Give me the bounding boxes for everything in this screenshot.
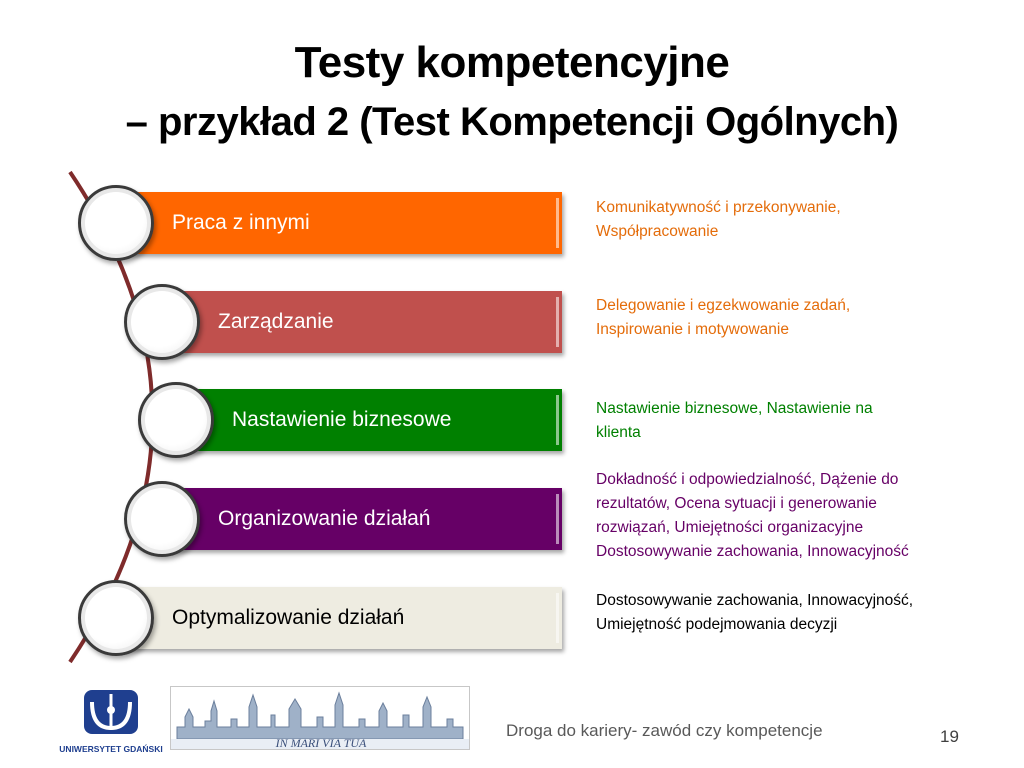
category-label: Nastawienie biznesowe [232, 408, 452, 431]
description-line: Inspirowanie i motywowanie [596, 321, 789, 338]
slide-title: Testy kompetencyjne [294, 38, 730, 87]
university-name: UNIWERSYTET GDAŃSKI [59, 744, 163, 754]
city-motto: IN MARI VIA TUA [275, 736, 367, 750]
description-line: rozwiązań, Umiejętności organizacyjne [596, 519, 864, 536]
description-optymalizowanie-dzialan [596, 589, 976, 637]
category-label: Organizowanie działań [218, 507, 431, 530]
bullet-circle [78, 580, 154, 656]
category-bar-praca-z-innymi [116, 192, 562, 254]
description-line: klienta [596, 424, 641, 441]
footer-text: Droga do kariery- zawód czy kompetencje [506, 721, 823, 740]
page-number: 19 [940, 727, 959, 746]
description-line: Delegowanie i egzekwowanie zadań, [596, 297, 851, 314]
category-label: Zarządzanie [218, 310, 334, 333]
city-skyline-image [171, 687, 469, 749]
category-label: Praca z innymi [172, 211, 310, 234]
description-line: rezultatów, Ocena sytuacji i generowanie [596, 495, 877, 512]
bullet-circle [124, 481, 200, 557]
category-bar-nastawienie-biznesowe [176, 389, 562, 451]
category-bar-organizowanie-dzialan [162, 488, 562, 550]
description-line: Nastawienie biznesowe, Nastawienie na [596, 400, 873, 417]
bullet-circle [78, 185, 154, 261]
description-zarzadzanie [596, 294, 976, 342]
category-label: Optymalizowanie działań [172, 606, 405, 629]
description-line: Współpracowanie [596, 223, 719, 240]
description-praca-z-innymi [596, 196, 976, 244]
category-bar-zarzadzanie [162, 291, 562, 353]
bullet-circle [124, 284, 200, 360]
description-line: Dostosowywanie zachowania, Innowacyjność, [596, 592, 914, 609]
description-organizowanie-dzialan [596, 468, 976, 564]
city-panorama-logo [170, 686, 470, 750]
description-line: Dokładność i odpowiedzialność, Dążenie do [596, 471, 899, 488]
slide-subtitle: – przykład 2 (Test Kompetencji Ogólnych) [125, 100, 899, 144]
category-bar-optymalizowanie-dzialan [116, 587, 562, 649]
description-nastawienie-biznesowe [596, 397, 976, 445]
description-line: Komunikatywność i przekonywanie, [596, 199, 841, 216]
bullet-circle [138, 382, 214, 458]
description-line: Dostosowywanie zachowania, Innowacyjność [596, 543, 909, 560]
university-logo [59, 688, 163, 760]
description-line: Umiejętność podejmowania decyzji [596, 616, 838, 633]
